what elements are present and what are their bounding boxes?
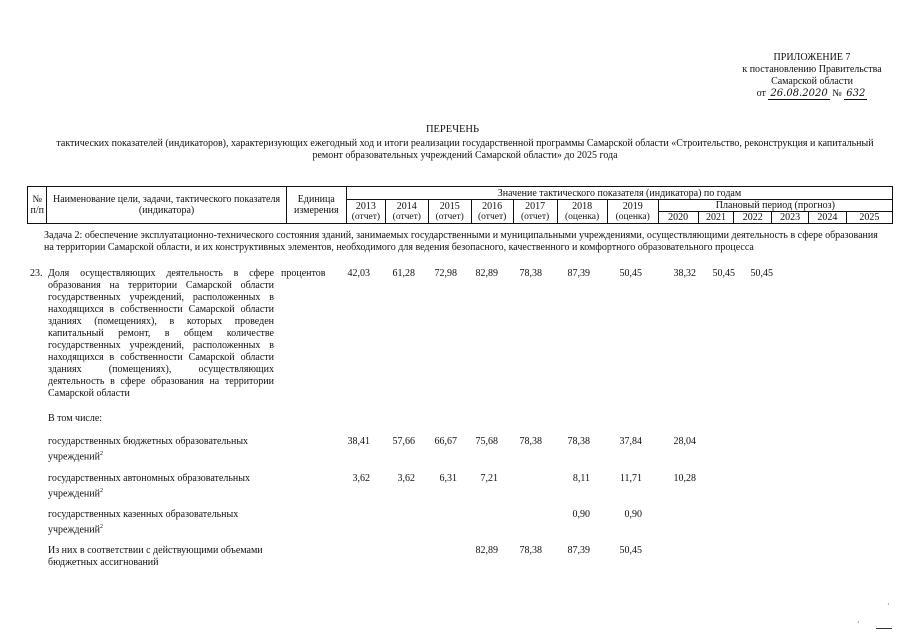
subrow-autonomous-2014: 3,62 bbox=[397, 473, 415, 484]
header-unit: Единица измерения bbox=[286, 187, 346, 224]
subrow-autonomous-2013: 3,62 bbox=[352, 473, 370, 484]
document-subtitle: тактических показателей (индикаторов), характеризующих ежегодный ход и итоги реализации государственной программы Самарской области «Строительство, реконструкция и капитальный ремонт образовательных учреждений Самарской области» до 2025 года bbox=[56, 138, 874, 161]
number-label: № bbox=[832, 88, 842, 99]
subrow-state-owned-2019: 0,90 bbox=[624, 509, 642, 520]
appendix-label: ПРИЛОЖЕНИЕ 7 bbox=[773, 52, 851, 63]
handwritten-number: 632 bbox=[846, 88, 866, 99]
region-label: Самарской области bbox=[771, 76, 853, 87]
subrow-autonomous-name: государственных автономных образовательных учреждений$^2$ bbox=[48, 473, 250, 500]
subrow-budget-2015: 66,67 bbox=[434, 436, 457, 447]
indicator-unit: процентов bbox=[281, 268, 326, 279]
indicator-value-2019: 50,45 bbox=[619, 268, 642, 279]
subrow-budget-2019: 37,84 bbox=[619, 436, 642, 447]
header-year-2016: 2016 (отчет) bbox=[471, 200, 513, 224]
header-year-2022: 2022 bbox=[734, 212, 772, 224]
subrow-state-owned-name: государственных казенных образовательных учреждений$^2$ bbox=[48, 509, 239, 536]
header-year-2019: 2019 (оценка) bbox=[607, 200, 658, 224]
header-year-2020: 2020 bbox=[658, 212, 698, 224]
subrow-budget-2016: 75,68 bbox=[475, 436, 498, 447]
indicator-value-2018: 87,39 bbox=[567, 268, 590, 279]
subrow-allocations-2016: 82,89 bbox=[475, 545, 498, 556]
including-label: В том числе: bbox=[48, 413, 103, 424]
subrow-autonomous-2020: 10,28 bbox=[673, 473, 696, 484]
subrow-allocations-name: Из них в соответствии с действующими объемами бюджетных ассигнований bbox=[48, 545, 263, 568]
document-title: ПЕРЕЧЕНЬ bbox=[425, 124, 480, 135]
indicator-name: Доля осуществляющих деятельность в сфере образования на территории Самарской области государственных учреждений, расположенных в находящихся в собственности Самарской области зданиях (помещениях), в которых проведен капитальный ремонт, в общем количестве государственных учреждений, расположенных в находящихся в собственности Самарской области зданиях (помещениях), осуществляющих деятельность в сфере образования на территории Самарской области bbox=[48, 268, 274, 399]
header-no-cell bbox=[28, 187, 47, 224]
indicator-value-2015: 72,98 bbox=[434, 268, 457, 279]
subrow-allocations-2018: 87,39 bbox=[567, 545, 590, 556]
indicator-value-2016: 82,89 bbox=[475, 268, 498, 279]
resolution-label: к постановлению Правительства bbox=[742, 64, 882, 75]
subrow-budget-2014: 57,66 bbox=[392, 436, 415, 447]
header-year-2015: 2015 (отчет) bbox=[428, 200, 471, 224]
header-name: Наименование цели, задачи, тактического показателя (индикатора) bbox=[47, 187, 286, 224]
indicator-value-2013: 42,03 bbox=[347, 268, 370, 279]
from-label: от bbox=[756, 88, 766, 99]
header-year-2021: 2021 bbox=[698, 212, 734, 224]
indicator-value-2017: 78,38 bbox=[519, 268, 542, 279]
date-number-line bbox=[737, 88, 887, 100]
header-no2: п/п bbox=[30, 205, 44, 216]
header-year-2013: 2013 (отчет) bbox=[346, 200, 385, 224]
subrow-budget-2017: 78,38 bbox=[519, 436, 542, 447]
subrow-autonomous-2015: 6,31 bbox=[439, 473, 457, 484]
scan-speck: · bbox=[887, 600, 890, 609]
subrow-state-owned-2018: 0,90 bbox=[572, 509, 590, 520]
subrow-budget-2018: 78,38 bbox=[567, 436, 590, 447]
task-2-text: Задача 2: обеспечение эксплуатационно-технического состояния зданий, занимаемых государственными и муниципальными учреждениями, осуществляющими деятельность в сфере образования на территории Самарской области, и их конструктивных элементов, необходимого для ведения безопасного, качественного и комфортного образовательного процесса bbox=[44, 230, 878, 253]
header-year-2025: 2025 bbox=[846, 212, 892, 224]
header-plan-title: Плановый период (прогноз) bbox=[658, 200, 892, 212]
table-header bbox=[27, 186, 893, 224]
indicator-value-2021: 50,45 bbox=[712, 268, 735, 279]
approval-block bbox=[737, 52, 887, 100]
subrow-autonomous-2019: 11,71 bbox=[619, 473, 642, 484]
header-year-2024: 2024 bbox=[809, 212, 847, 224]
header-year-2023: 2023 bbox=[772, 212, 809, 224]
header-year-2017: 2017 (отчет) bbox=[513, 200, 557, 224]
indicator-value-2014: 61,28 bbox=[392, 268, 415, 279]
indicator-number: 23. bbox=[30, 268, 43, 279]
subrow-budget-2013: 38,41 bbox=[347, 436, 370, 447]
subrow-budget-2020: 28,04 bbox=[673, 436, 696, 447]
subrow-autonomous-2018: 8,11 bbox=[572, 473, 590, 484]
subrow-allocations-2017: 78,38 bbox=[519, 545, 542, 556]
header-no: № bbox=[32, 194, 42, 205]
header-year-2018: 2018 (оценка) bbox=[557, 200, 607, 224]
header-values-title: Значение тактического показателя (индикатора) по годам bbox=[346, 187, 892, 200]
indicator-value-2020: 38,32 bbox=[673, 268, 696, 279]
header-year-2014: 2014 (отчет) bbox=[385, 200, 428, 224]
indicator-value-2022: 50,45 bbox=[750, 268, 773, 279]
scan-mark bbox=[876, 628, 892, 629]
subrow-allocations-2019: 50,45 bbox=[619, 545, 642, 556]
handwritten-date: 26.08.2020 bbox=[770, 88, 828, 99]
scan-speck: · bbox=[857, 618, 860, 627]
subrow-autonomous-2016: 7,21 bbox=[480, 473, 498, 484]
subrow-budget-name: государственных бюджетных образовательных учреждений$^2$ bbox=[48, 436, 249, 463]
